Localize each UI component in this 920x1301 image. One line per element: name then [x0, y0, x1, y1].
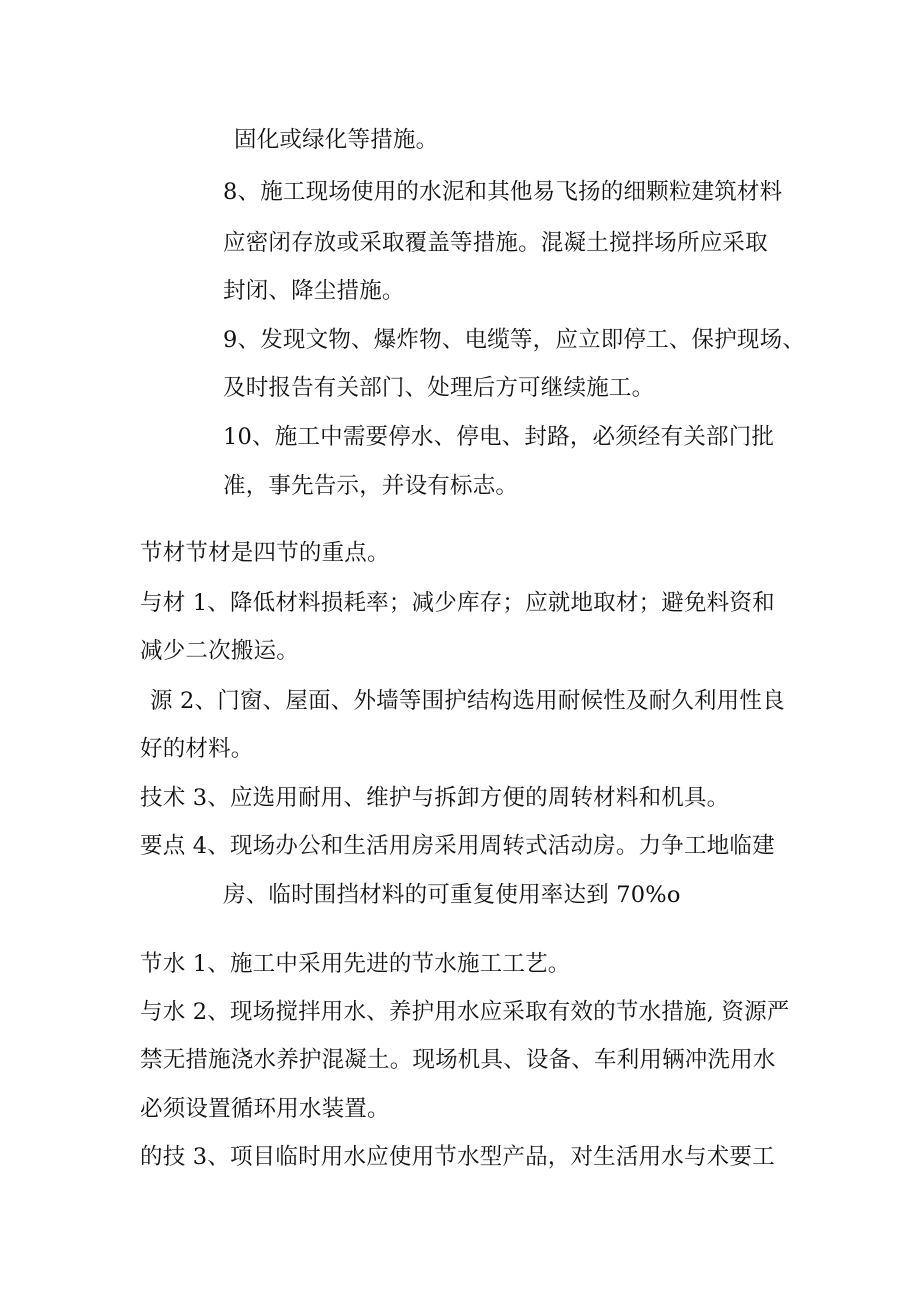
text-line: 准，事先告示，并设有标志。	[223, 473, 519, 499]
text-line: 源 2、门窗、屋面、外墙等围护结构选用耐候性及耐久利用性良	[150, 688, 785, 714]
text-line: 及时报告有关部门、处理后方可继续施工。	[223, 375, 655, 401]
text-line: 减少二次搬运。	[140, 638, 299, 664]
text-line: 8、施工现场使用的水泥和其他易飞扬的细颗粒建筑材料	[223, 179, 783, 205]
text-line: 节水 1、施工中采用先进的节水施工工艺。	[140, 951, 571, 977]
text-line: 房、临时围挡材料的可重复使用率达到 70%o	[223, 882, 681, 908]
text-line: 与材 1、降低材料损耗率；减少库存；应就地取材；避免料资和	[140, 590, 775, 616]
text-line: 必须设置循环用水装置。	[140, 1096, 390, 1122]
text-line: 9、发现文物、爆炸物、电缆等，应立即停工、保护现场、	[223, 327, 806, 353]
text-line: 应密闭存放或采取覆盖等措施。混凝土搅拌场所应采取	[223, 230, 768, 256]
text-line: 技术 3、应选用耐用、维护与拆卸方便的周转材料和机具。	[140, 785, 730, 811]
text-line: 节材节材是四节的重点。	[140, 540, 390, 566]
text-line: 10、施工中需要停水、停电、封路，必须经有关部门批	[223, 424, 775, 450]
text-line: 封闭、降尘措施。	[223, 278, 405, 304]
text-line: 固化或绿化等措施。	[234, 127, 439, 153]
text-line: 与水 2、现场搅拌用水、养护用水应采取有效的节水措施, 资源严	[140, 999, 790, 1025]
text-line: 禁无措施浇水养护混凝土。现场机具、设备、车利用辆冲洗用水	[140, 1047, 776, 1073]
text-line: 好的材料。	[140, 736, 254, 762]
text-line: 的技 3、项目临时用水应使用节水型产品，对生活用水与术要工	[140, 1144, 775, 1170]
text-line: 要点 4、现场办公和生活用房采用周转式活动房。力争工地临建	[140, 833, 775, 859]
